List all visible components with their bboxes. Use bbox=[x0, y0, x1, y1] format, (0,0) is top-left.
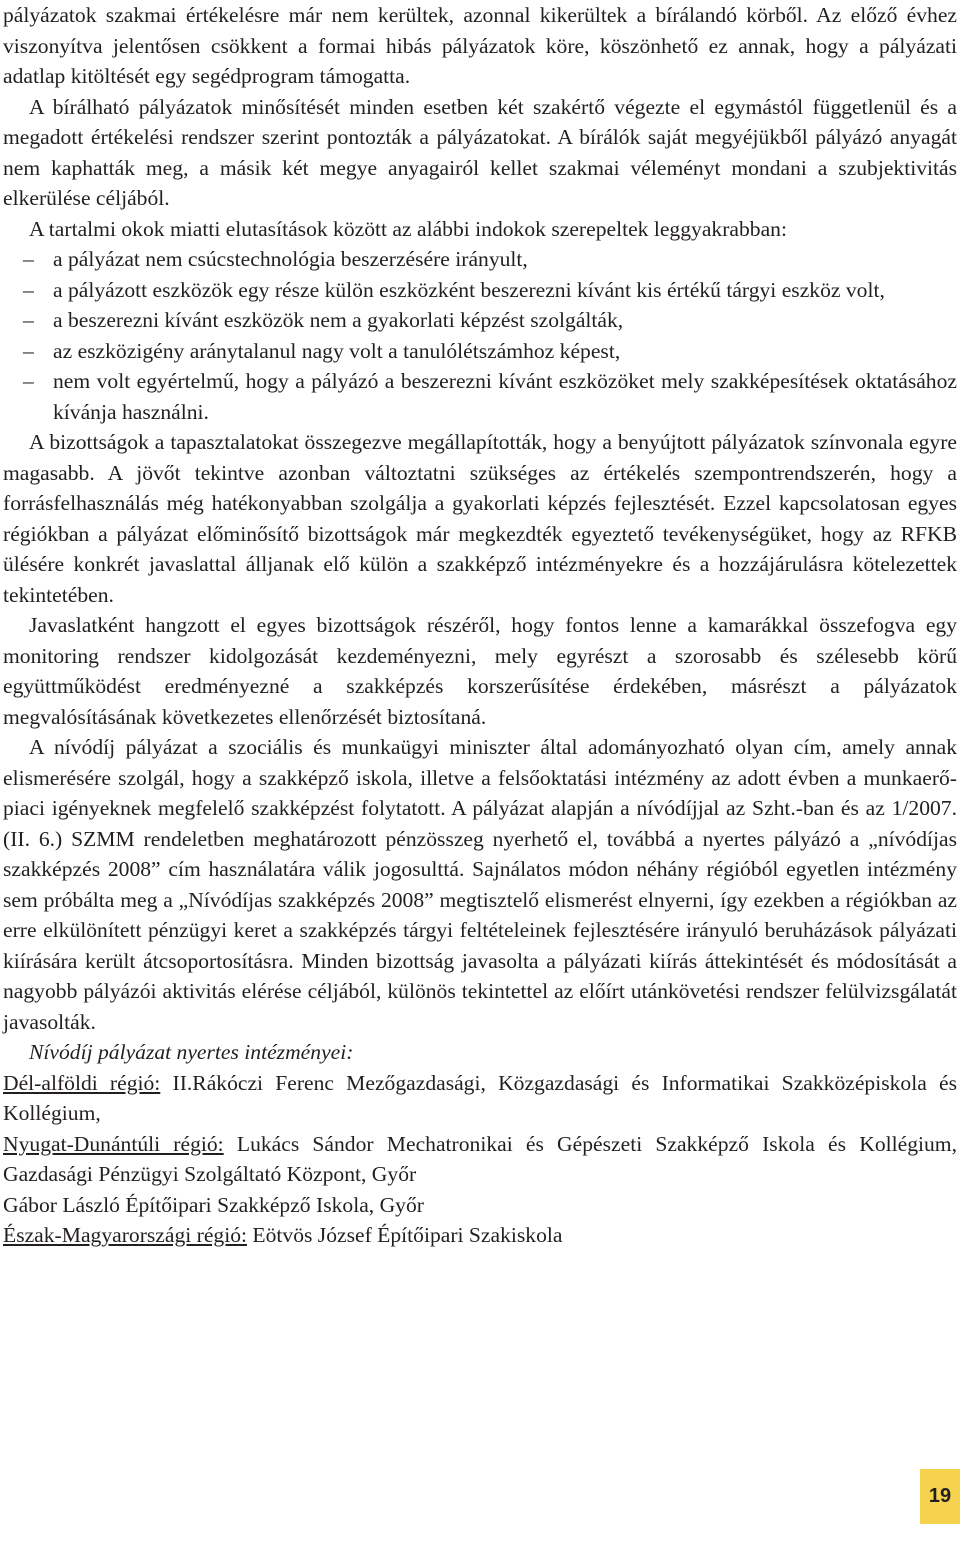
institution-name: Eötvös József Építőipari Szakiskola bbox=[247, 1223, 563, 1247]
list-dash: – bbox=[23, 308, 34, 332]
list-item-text: nem volt egyértelmű, hogy a pályázó a beszerezni kívánt eszközöket mely szakképesítések oktatásához kívánja használni. bbox=[53, 369, 957, 424]
paragraph-continuation: pályázatok szakmai értékelésre már nem kerültek, azonnal kikerültek a bírálandó körből. Az előző évhez viszonyítva jelentősen csökkent a formai hibás pályázatok köre, köszönhető ez annak, hogy a pályázati adatlap kitöltését egy segédprogram támogatta. bbox=[3, 3, 957, 88]
list-dash: – bbox=[23, 247, 34, 271]
winner-entry bbox=[3, 1190, 957, 1221]
document-page bbox=[3, 0, 957, 1251]
list-item bbox=[3, 336, 957, 367]
institution-name: Gábor László Építőipari Szakképző Iskola, Győr bbox=[3, 1192, 424, 1217]
list-item-text: az eszközigény aránytalanul nagy volt a tanulólétszámhoz képest, bbox=[53, 338, 621, 363]
list-item bbox=[3, 244, 957, 275]
page-number-badge bbox=[920, 1469, 960, 1524]
list-item bbox=[3, 366, 957, 427]
institution-name: Lukács Sándor Mechatronikai és Gépészeti Szakképző Iskola és Kollégium, Gazdasági Pénzügyi Szolgáltató Központ, Győr bbox=[3, 1131, 957, 1186]
winner-entry bbox=[3, 1068, 957, 1129]
list-dash: – bbox=[23, 277, 34, 302]
list-item bbox=[3, 275, 957, 306]
winner-entry bbox=[3, 1220, 957, 1251]
page-number: 19 bbox=[928, 1485, 952, 1507]
winners-heading: Nívódíj pályázat nyertes intézményei: bbox=[29, 1040, 354, 1064]
region-name: Nyugat-Dunántúli régió: bbox=[3, 1131, 224, 1156]
paragraph-proposal: Javaslatként hangzott el egyes bizottságok részéről, hogy fontos lenne a kamarákkal összefogva egy monitoring rendszer kidolgozását kezdeményezni, mely egyrészt a szorosabb és szélesebb körű együttműködést eredményezné a szakképzés korszerűsítése érdekében, másrészt a pályázatok megvalósításának következetes ellenőrzését biztosítaná. bbox=[3, 613, 957, 729]
paragraph-award: A nívódíj pályázat a szociális és munkaügyi miniszter által adományozható olyan cím, amely annak elismerésére szolgál, hogy a szakképző iskola, illetve a felsőoktatási intézmény az adott évben a munkaerő-piaci igényeknek megfelelő szakképzést folytatott. A pályázat alapján a nívódíjjal az Szht.-ban és az 1/2007.(II. 6.) SZMM rendeletben meghatározott pénzösszeg nyerhető el, továbbá a nyertes pályázó a „nívódíjas szakképzés 2008” cím használatára válik jogosulttá. Sajnálatos módon néhány régióból egyetlen intézmény sem próbálta meg a „Nívódíjas szakképzés 2008” megtisztelő elismerést elnyerni, így ezekben a régiókban az erre elkülönített pénzügyi keret a szakképzés tárgyi feltételeinek fejlesztésére irányuló beruházások pályázati kiírására került átcsoportosításra. Minden bizottság javasolta a pályázati kiírás áttekintését és módosítását a nagyobb pályázói aktivitás elérése céljából, különös tekintettel az előírt utánkövetési rendszer felülvizsgálatát javasolták. bbox=[3, 735, 957, 1034]
paragraph-committee-findings: A bizottságok a tapasztalatokat összegezve megállapították, hogy a benyújtott pályázatok színvonala egyre magasabb. A jövőt tekintve azonban változtatni szükséges az értékelés szempontrendszerén, hogy a forrásfelhasználás még hatékonyabban szolgálja a gyakorlati képzés fejlesztését. Ezzel kapcsolatosan egyes régiókban a pályázat előminősítő bizottságok már megkezdték egyeztető tevékenységüket, hogy az RFKB ülésére konkrét javaslattal álljanak elő külön a szakképző intézményekre és a hozzájárulásra kötelezettek tekintetében. bbox=[3, 430, 957, 607]
rejection-reasons-list bbox=[3, 244, 957, 427]
list-item-text: a pályázott eszközök egy része külön eszközként beszerezni kívánt kis értékű tárgyi eszköz volt, bbox=[53, 277, 885, 302]
list-item bbox=[3, 305, 957, 336]
list-dash: – bbox=[23, 369, 34, 393]
list-item-text: a pályázat nem csúcstechnológia beszerzésére irányult, bbox=[53, 247, 528, 271]
list-dash: – bbox=[23, 338, 34, 363]
list-item-text: a beszerezni kívánt eszközök nem a gyakorlati képzést szolgálták, bbox=[53, 308, 624, 332]
paragraph-rejection-intro: A tartalmi okok miatti elutasítások között az alábbi indokok szerepeltek leggyakrabban: bbox=[29, 216, 787, 241]
region-name: Észak-Magyarországi régió: bbox=[3, 1223, 248, 1247]
institution-name: II.Rákóczi Ferenc Mezőgazdasági, Közgazdasági és Informatikai Szakközépiskola és Kollégium, bbox=[3, 1070, 957, 1125]
region-name: Dél-alföldi régió: bbox=[3, 1070, 161, 1095]
winner-entry bbox=[3, 1129, 957, 1190]
paragraph-evaluation: A bírálható pályázatok minősítését minden esetben két szakértő végezte el egymástól függetlenül és a megadott értékelési rendszer szerint pontozták a pályázatokat. A bírálók saját megyéjükből pályázó anyagát nem kaphatták meg, a másik két megye anyagairól kellet szakmai véleményt mondani a szubjektivitás elkerülése céljából. bbox=[3, 94, 957, 210]
